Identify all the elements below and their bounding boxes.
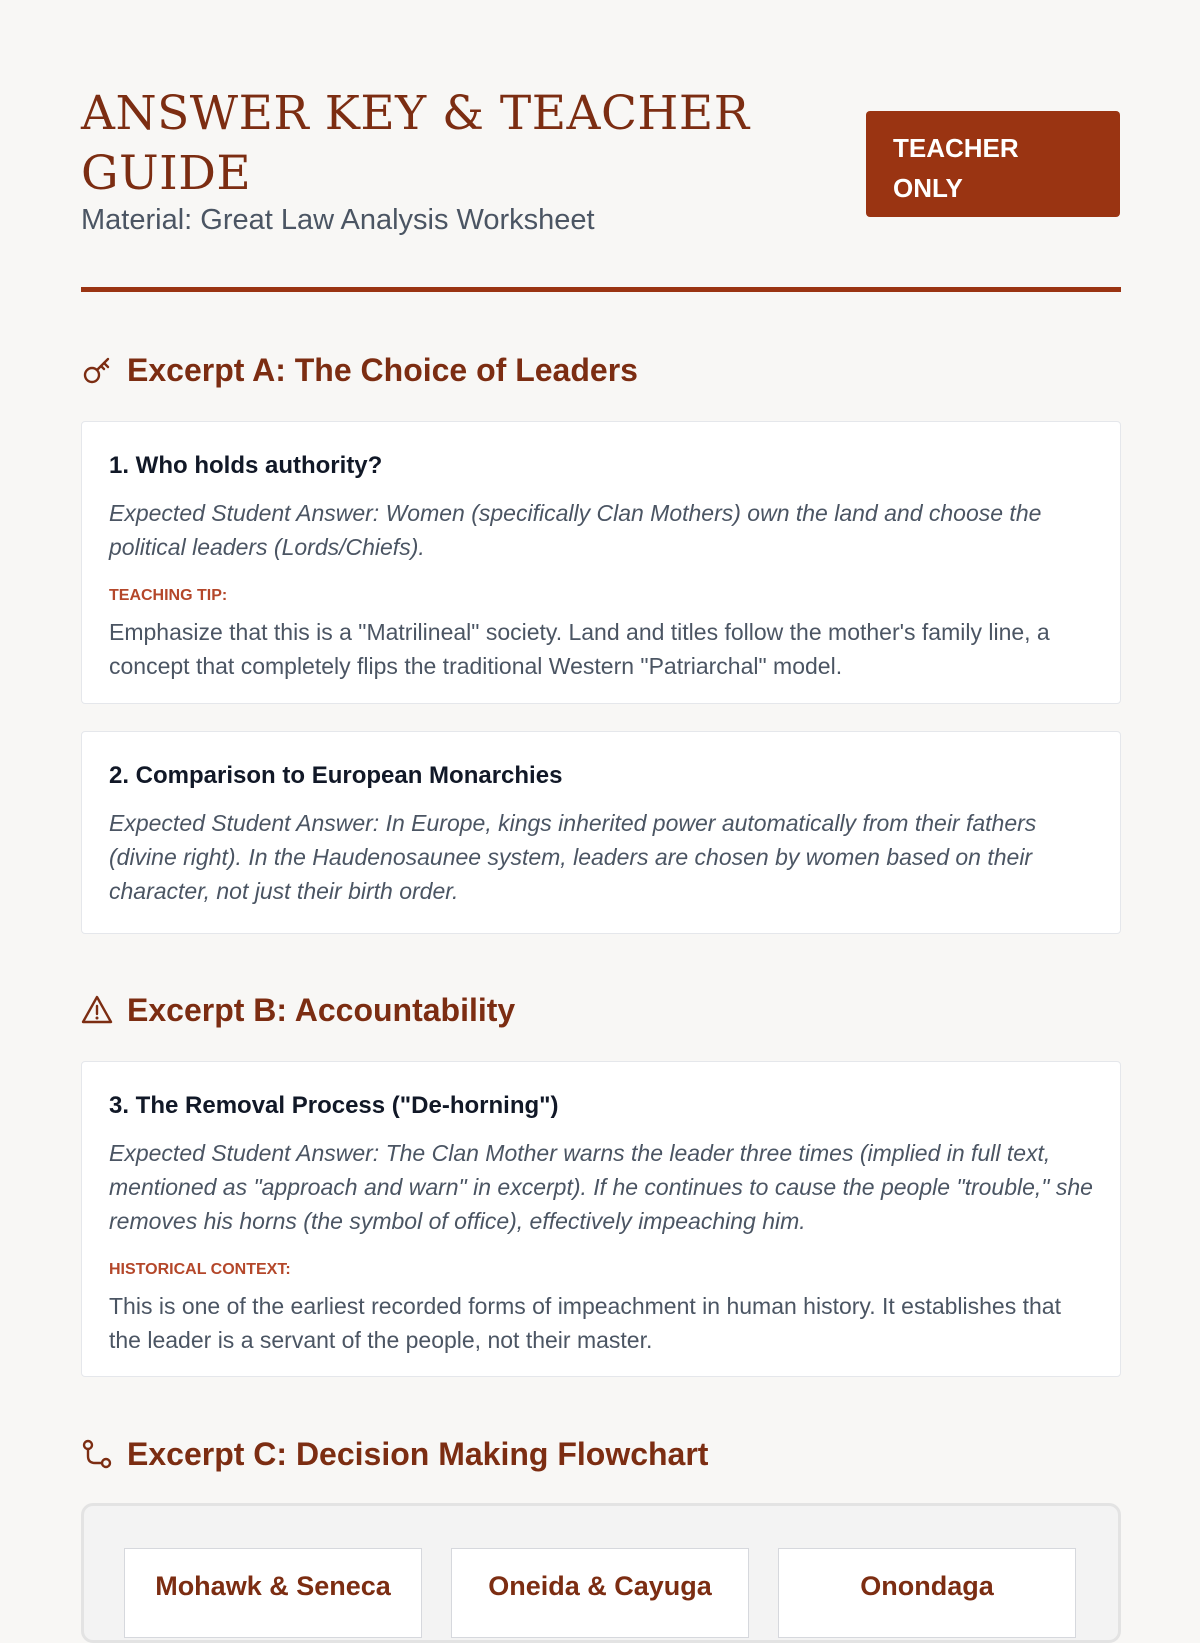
section-title: Excerpt C: Decision Making Flowchart xyxy=(127,1436,709,1472)
warning-triangle-icon xyxy=(81,994,113,1026)
document-header xyxy=(81,80,1121,292)
teacher-only-badge xyxy=(866,111,1120,217)
answer-card-3 xyxy=(81,1061,1121,1377)
expected-answer: Expected Student Answer: Women (specifically Clan Mothers) own the land and choose the political leaders (Lords/Chiefs). xyxy=(109,500,1042,560)
flow-node-oneida-cayuga: Oneida & Cayuga xyxy=(451,1548,749,1638)
answer-card-1 xyxy=(81,421,1121,704)
decision-flowchart xyxy=(81,1503,1121,1643)
header-divider xyxy=(81,287,1121,292)
question-title: 1. Who holds authority? xyxy=(109,452,383,479)
section-heading-excerpt-a xyxy=(81,350,638,390)
route-icon xyxy=(81,1438,113,1470)
question-title: 2. Comparison to European Monarchies xyxy=(109,762,563,789)
question-title: 3. The Removal Process ("De-horning") xyxy=(109,1092,559,1119)
badge-label: TEACHER ONLY xyxy=(893,133,1019,203)
section-heading-excerpt-c xyxy=(81,1434,708,1474)
page-subtitle: Material: Great Law Analysis Worksheet xyxy=(81,204,595,236)
expected-answer: Expected Student Answer: In Europe, kings inherited power automatically from their fathers (divine right). In the Haudenosaunee system, leaders are chosen by women based on their character, not just their birth order. xyxy=(109,810,1037,904)
section-heading-excerpt-b xyxy=(81,990,515,1030)
expected-answer: Expected Student Answer: The Clan Mother warns the leader three times (implied in full text, mentioned as "approach and warn" in excerpt). If he continues to cause the people "trouble," she removes his horns (the symbol of office), effectively impeaching him. xyxy=(109,1140,1093,1234)
section-title: Excerpt B: Accountability xyxy=(127,992,516,1028)
page-title: ANSWER KEY & TEACHER GUIDE xyxy=(81,86,750,201)
answer-card-2 xyxy=(81,731,1121,934)
teaching-tip-label: TEACHING TIP: xyxy=(109,587,228,604)
historical-context-text: This is one of the earliest recorded forms of impeachment in human history. It establishes that the leader is a servant of the people, not their master. xyxy=(109,1293,1061,1353)
flow-node-mohawk-seneca: Mohawk & Seneca xyxy=(124,1548,422,1638)
flow-node-onondaga: Onondaga xyxy=(778,1548,1076,1638)
teaching-tip-text: Emphasize that this is a "Matrilineal" society. Land and titles follow the mother's family line, a concept that completely flips the traditional Western "Patriarchal" model. xyxy=(109,619,1050,679)
key-icon xyxy=(81,354,113,386)
historical-context-label: HISTORICAL CONTEXT: xyxy=(109,1261,291,1278)
section-title: Excerpt A: The Choice of Leaders xyxy=(127,352,638,388)
